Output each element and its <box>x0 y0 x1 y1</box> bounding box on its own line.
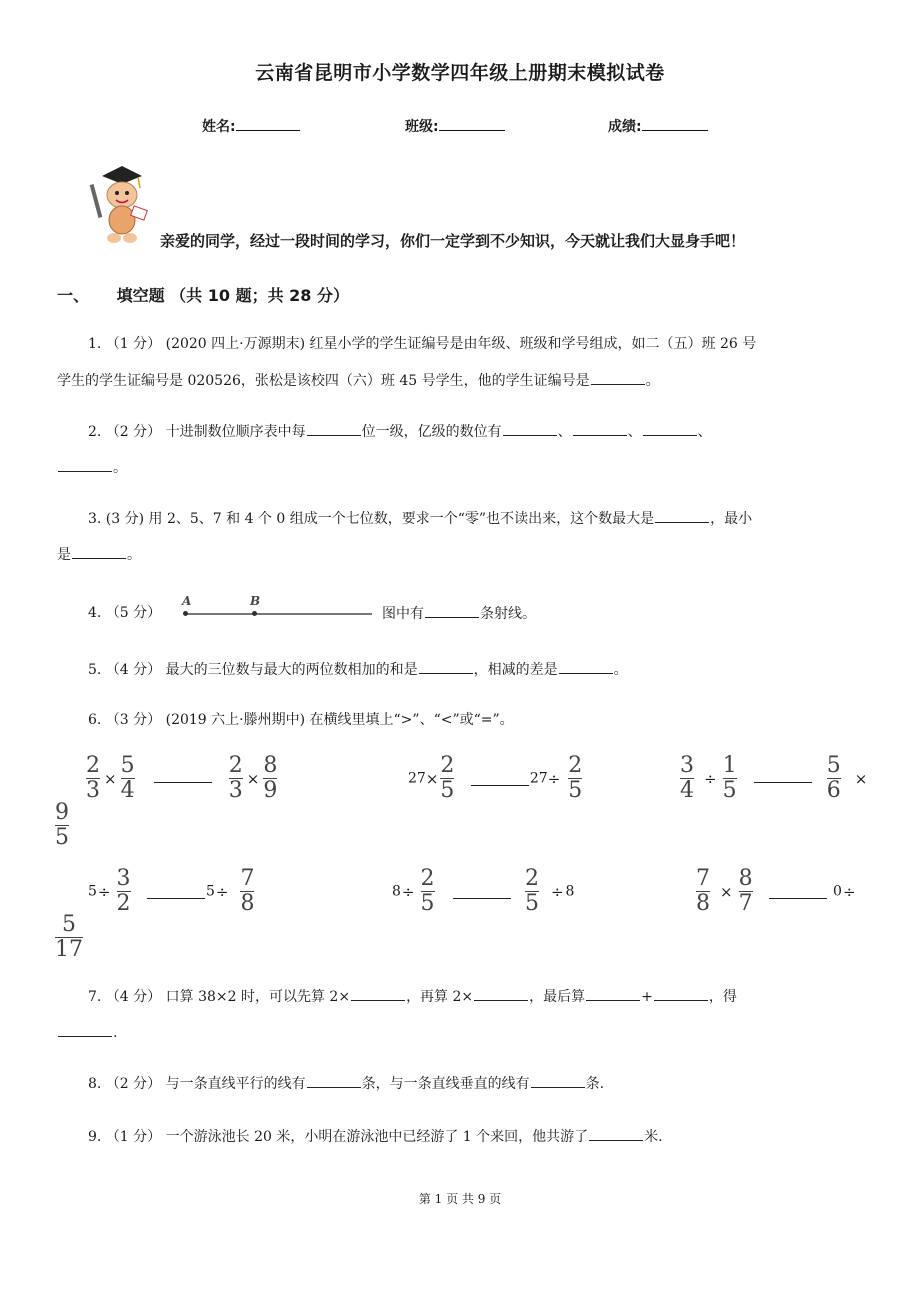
question-8-line <box>88 1073 604 1094</box>
question-2-line-2 <box>57 457 127 478</box>
compare-6-wrap <box>55 914 83 961</box>
fraction-8-9: $\frac{8}{9}$ <box>263 753 278 803</box>
answer-blank-q9[interactable] <box>589 1126 643 1141</box>
answer-blank-q6-5[interactable] <box>453 884 511 899</box>
fraction-2-5: $\frac{2}{5}$ <box>440 753 455 803</box>
number-8: 8 <box>565 883 575 900</box>
section-number: 一、 <box>57 286 90 305</box>
page-title: 云南省昆明市小学数学四年级上册期末模拟试卷 <box>255 62 665 84</box>
answer-blank-q3-1[interactable] <box>655 508 709 523</box>
question-7-line-2 <box>57 1022 117 1043</box>
answer-blank-q5-2[interactable] <box>559 659 613 674</box>
answer-blank-q2-2[interactable] <box>503 421 557 436</box>
divide-sign: ÷ <box>97 882 111 901</box>
times-sign: × <box>854 769 868 788</box>
answer-blank-q2-5[interactable] <box>58 457 112 472</box>
question-2-sep-3: 、 <box>697 424 712 440</box>
name-blank[interactable] <box>236 130 300 131</box>
section-title: 填空题 （共 10 题；共 28 分） <box>116 286 349 305</box>
divide-sign: ÷ <box>215 882 229 901</box>
compare-1 <box>86 755 277 802</box>
question-4-text-b: 图中有 <box>382 606 424 622</box>
question-6-prompt: 6. （3 分） (2019 六上·滕州期中) 在横线里填上“>”、“<”或“=”。 <box>88 712 514 728</box>
question-2-text-b: 位一级，亿级的数位有 <box>361 424 502 440</box>
score-blank[interactable] <box>642 130 708 131</box>
fraction-9-5: $\frac{9}{5}$ <box>55 800 69 850</box>
answer-blank-q7-3[interactable] <box>586 986 640 1001</box>
fraction-2-5: $\frac{2}{5}$ <box>524 866 539 916</box>
question-4-text-c: 条射线。 <box>480 606 536 622</box>
question-7-end: . <box>113 1025 118 1041</box>
fraction-3-2: $\frac{3}{2}$ <box>116 866 131 916</box>
question-1-end: 。 <box>645 373 660 389</box>
question-9-text-b: 米. <box>644 1129 663 1145</box>
answer-blank-q2-3[interactable] <box>573 421 627 436</box>
question-4-text <box>382 603 536 624</box>
question-2-sep-2: 、 <box>627 424 642 440</box>
question-3-text-a: 3. (3 分) 用 2、5、7 和 4 个 0 组成一个七位数，要求一个“零”也不读出来，这个数最大是 <box>88 511 655 527</box>
question-3-text-b: ，最小 <box>710 511 753 527</box>
number-5: 5 <box>88 883 97 900</box>
answer-blank-q8-1[interactable] <box>307 1073 361 1088</box>
answer-blank-q7-1[interactable] <box>351 986 405 1001</box>
number-5: 5 <box>205 883 215 900</box>
question-3-line-2 <box>57 544 141 565</box>
divide-sign: ÷ <box>547 769 561 788</box>
fraction-7-8: $\frac{7}{8}$ <box>240 866 255 916</box>
question-9-text-a: 9. （1 分） 一个游泳池长 20 米，小明在游泳池中已经游了 1 个来回，他共游了 <box>88 1129 589 1145</box>
compare-3 <box>680 755 871 802</box>
question-7-text-d: ，得 <box>708 989 737 1005</box>
answer-blank-q1[interactable] <box>591 370 645 385</box>
question-8-text-a: 8. （2 分） 与一条直线平行的线有 <box>88 1076 306 1092</box>
answer-blank-q7-2[interactable] <box>474 986 528 1001</box>
times-sign: × <box>720 882 733 901</box>
answer-blank-q8-2[interactable] <box>531 1073 585 1088</box>
question-5-text-a: 5. （4 分） 最大的三位数与最大的两位数相加的和是 <box>88 662 418 678</box>
name-label: 姓名: <box>202 119 236 135</box>
fraction-5-17: $\frac{5}{17}$ <box>55 912 83 962</box>
class-field[interactable] <box>405 116 505 136</box>
number-27: 27 <box>408 770 426 787</box>
answer-blank-q7-4[interactable] <box>654 986 708 1001</box>
question-4-number: 4. （5 分） <box>88 605 162 621</box>
fraction-7-8: $\frac{7}{8}$ <box>696 866 710 916</box>
times-sign: × <box>246 769 260 788</box>
class-blank[interactable] <box>439 130 505 131</box>
fraction-1-5: $\frac{1}{5}$ <box>722 753 737 803</box>
answer-blank-q6-6[interactable] <box>769 884 827 899</box>
question-1-text: 学生的学生证编号是 020526，张松是该校四（六）班 45 号学生，他的学生证编号是 <box>57 373 590 389</box>
compare-2 <box>408 755 582 802</box>
fraction-3-4: $\frac{3}{4}$ <box>680 753 694 803</box>
fraction-8-7: $\frac{8}{7}$ <box>738 866 753 916</box>
fraction-2-3: $\frac{2}{3}$ <box>86 753 100 803</box>
compare-6 <box>696 868 856 915</box>
compare-4 <box>88 868 254 915</box>
number-0: 0 <box>833 883 842 900</box>
question-2-sep-1: 、 <box>557 424 572 440</box>
divide-sign: ÷ <box>704 769 717 788</box>
mascot-icon <box>88 162 154 246</box>
score-field[interactable] <box>608 116 708 136</box>
answer-blank-q4[interactable] <box>425 603 479 618</box>
number-8: 8 <box>392 883 401 900</box>
divide-sign: ÷ <box>550 882 564 901</box>
answer-blank-q6-3[interactable] <box>754 768 812 783</box>
question-7-text-c: ，最后算 <box>529 989 586 1005</box>
answer-blank-q6-4[interactable] <box>147 884 205 899</box>
answer-blank-q6-1[interactable] <box>154 768 212 783</box>
point-b-dot <box>252 611 257 616</box>
point-label-b: B <box>250 594 261 608</box>
number-27: 27 <box>529 770 548 787</box>
section-header <box>57 283 349 306</box>
fraction-2-5: $\frac{2}{5}$ <box>568 753 583 803</box>
answer-blank-q2-4[interactable] <box>643 421 697 436</box>
question-1-line-2 <box>57 370 660 391</box>
point-label-a: A <box>182 594 192 608</box>
answer-blank-q6-2[interactable] <box>471 771 529 786</box>
question-3-text-c: 是 <box>57 547 71 563</box>
question-1-line-1: 1. （1 分） (2020 四上·万源期末) 红星小学的学生证编号是由年级、班级和学号组成，如二（五）班 26 号 <box>88 336 757 352</box>
page-footer: 第 1 页 共 9 页 <box>418 1192 502 1206</box>
answer-blank-q3-2[interactable] <box>72 544 126 559</box>
question-9-line <box>88 1126 663 1147</box>
score-label: 成绩: <box>608 119 642 135</box>
question-2-text-a: 2. （2 分） 十进制数位顺序表中每 <box>88 424 306 440</box>
divide-sign: ÷ <box>842 882 856 901</box>
greeting-text: 亲爱的同学，经过一段时间的学习，你们一定学到不少知识，今天就让我们大显身手吧！ <box>160 232 746 250</box>
times-sign: × <box>425 769 439 788</box>
fraction-5-6: $\frac{5}{6}$ <box>826 753 841 803</box>
compare-3-wrap <box>55 802 69 849</box>
answer-blank-q7-5[interactable] <box>58 1022 112 1037</box>
times-sign: × <box>104 769 117 788</box>
question-3-line-1 <box>88 508 752 529</box>
question-5-line <box>88 659 628 680</box>
question-7-plus: + <box>641 989 653 1005</box>
question-8-text-b: 条，与一条直线垂直的线有 <box>361 1076 530 1092</box>
answer-blank-q5-1[interactable] <box>419 659 473 674</box>
divide-sign: ÷ <box>401 882 415 901</box>
class-label: 班级: <box>405 119 439 135</box>
name-field[interactable] <box>202 116 300 136</box>
question-5-text-b: ，相减的差是 <box>473 662 558 678</box>
compare-5 <box>392 868 574 915</box>
answer-blank-q2-1[interactable] <box>307 421 361 436</box>
fraction-2-5: $\frac{2}{5}$ <box>420 866 435 916</box>
point-a-dot <box>183 611 188 616</box>
fraction-5-4: $\frac{5}{4}$ <box>120 753 135 803</box>
question-7-text-b: ，再算 2× <box>406 989 474 1005</box>
question-5-end: 。 <box>613 662 628 678</box>
question-2-line-1 <box>88 421 712 442</box>
question-7-text-a: 7. （4 分） 口算 38×2 时，可以先算 2× <box>88 989 351 1005</box>
ray-line <box>184 613 372 615</box>
question-2-end: 。 <box>113 460 127 476</box>
fraction-2-3: $\frac{2}{3}$ <box>228 753 243 803</box>
question-7-line-1 <box>88 986 737 1007</box>
question-8-text-c: 条. <box>585 1076 605 1092</box>
ray-figure <box>176 596 376 622</box>
question-3-end: 。 <box>127 547 141 563</box>
